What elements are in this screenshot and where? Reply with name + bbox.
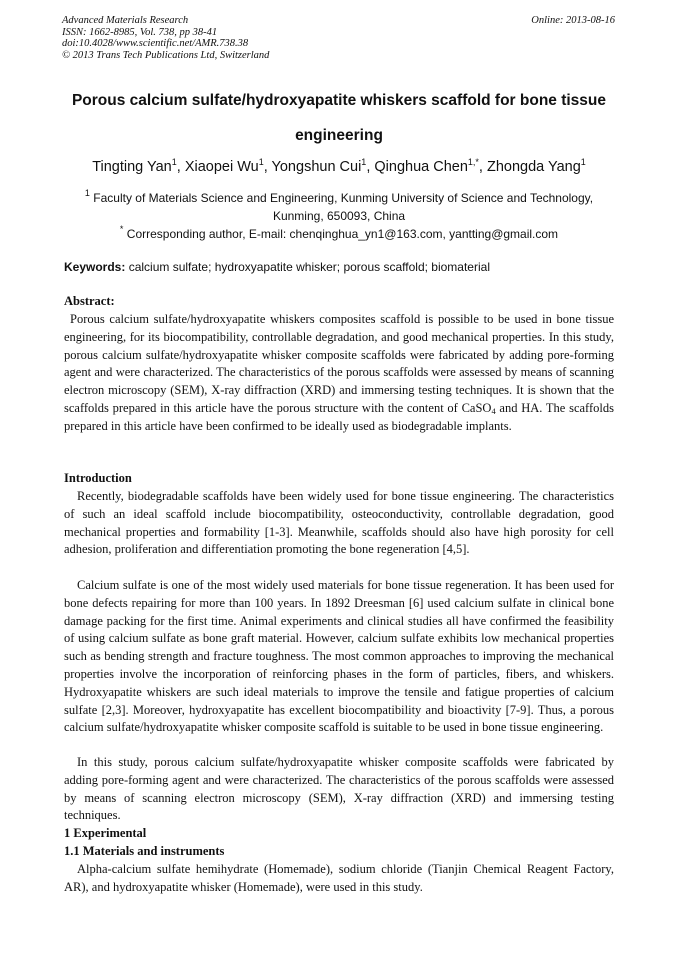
keywords-label: Keywords: <box>64 260 126 274</box>
journal-name: Advanced Materials Research <box>62 15 189 26</box>
introduction-paragraph-1: Recently, biodegradable scaffolds have been widely used for bone tissue engineering. The characteristics of such an ideal scaffold include biocompatibility, osteoconductivity, controllable degradation, good mechanical properties and formability [1-3]. Meanwhile, scaffolds should also have high porosity for cell adhesion, proliferation and differentiation promoting the bone regeneration [4,5]. <box>64 489 614 557</box>
author-affiliation-mark: 1 <box>580 157 586 167</box>
journal-header <box>62 15 269 61</box>
abstract-text-part-1: Porous calcium sulfate/hydroxyapatite whiskers composites scaffold is possible to be used in bone tissue engineering, for its biocompatibility, controllable degradation, and good mechanical properties. In this study, porous calcium sulfate/hydroxyapatite whisker composite scaffolds were fabricated by adding pore-forming agent and were characterized. The characteristics of the porous scaffolds were assessed by means of scanning electron microscopy (SEM), X-ray diffraction (XRD) and immersing testing techniques. It is shown that the scaffolds prepared in this article have the porous structure with the content of CaSO <box>64 312 614 415</box>
paper-title-line-2: engineering <box>295 127 383 144</box>
abstract-text-part-2: and HA. The scaffolds prepared in this article have been confirmed to be ideally used as biodegradable implants. <box>64 400 614 433</box>
journal-copyright: © 2013 Trans Tech Publications Ltd, Switzerland <box>62 49 270 61</box>
author-affiliation-mark: 1 <box>361 157 367 167</box>
corresponding-author-text: Corresponding author, E-mail: chenqinghua_yn1@163.com, yantting@gmail.com <box>126 227 559 241</box>
experimental-heading: 1 Experimental <box>64 826 147 840</box>
author-name: Qinghua Chen <box>374 159 468 175</box>
author-affiliation-mark: 1,* <box>467 157 479 167</box>
corresponding-mark: * <box>119 224 124 234</box>
affiliation-line-2: Kunming, 650093, China <box>272 209 406 223</box>
materials-paragraph: Alpha-calcium sulfate hemihydrate (Homemade), sodium chloride (Tianjin Chemical Reagent Factory, AR), and hydroxyapatite whisker (Homemade), were used in this study. <box>64 862 614 894</box>
abstract-heading: Abstract: <box>64 294 115 308</box>
introduction-paragraph-2: Calcium sulfate is one of the most widely used materials for bone tissue regeneration. It has been used for bone defects repairing for more than 100 years. In 1892 Dreesman [6] used calcium sulfate in clinical bone damage packing for the first time. Animal experiments and clinical studies all have confirmed the feasibility of using calcium sulfate as bone graft material. However, calcium sulfate exhibits low mechanical properties such as bending strength and fracture toughness. The most common approaches to improving the mechanical properties involve the incorporation of reinforcing phases in the form of particles, fibers, and whiskers. Hydroxyapatite whiskers are such ideal materials to improve the tensile and fatigue properties of calcium sulfate [2,3]. Moreover, hydroxyapatite has excellent biocompatibility and bioactivity [7-9]. Thus, a porous calcium sulfate/hydroxyapatite whisker composite scaffold is suitable to be used in bone tissue engineering. <box>64 578 614 735</box>
keywords-line <box>64 259 490 275</box>
journal-issn: ISSN: 1662-8985, Vol. 738, pp 38-41 <box>62 26 218 38</box>
introduction-paragraph-3: In this study, porous calcium sulfate/hydroxyapatite whisker composite scaffolds were fabricated by adding pore-forming agent and were characterized. The characteristics of the porous scaffolds were assessed by means of scanning electron microscopy (SEM), X-ray diffraction (XRD) and immersing testing techniques. <box>64 755 614 823</box>
corresponding-author <box>30 225 648 243</box>
online-date: Online: 2013-08-16 <box>531 15 615 26</box>
keywords-text: calcium sulfate; hydroxyapatite whisker; porous scaffold; biomaterial <box>128 260 490 274</box>
introduction-heading: Introduction <box>64 471 132 485</box>
author-affiliation-mark: 1 <box>258 157 264 167</box>
author-affiliation-mark: 1 <box>171 157 177 167</box>
author-name: Yongshun Cui <box>271 159 362 175</box>
paper-title-line-1: Porous calcium sulfate/hydroxyapatite whiskers scaffold for bone tissue <box>71 92 607 109</box>
author-name: Xiaopei Wu <box>184 159 259 175</box>
author-name: Tingting Yan <box>92 159 172 175</box>
abstract-subscript: 4 <box>491 405 496 416</box>
affiliation-mark: 1 <box>84 188 90 198</box>
journal-doi: doi:10.4028/www.scientific.net/AMR.738.38 <box>62 38 249 50</box>
abstract-paragraph <box>64 311 614 436</box>
affiliation-line-1 <box>30 189 648 207</box>
author-list: Tingting Yan$^1$, Xiaopei Wu$^1$, Yongshun Cui$^1$, Qinghua Chen$^{1,*}$, Zhongda Yang$^1$ <box>92 157 586 175</box>
affiliation-text: Faculty of Materials Science and Engineering, Kunming University of Science and Technology, <box>93 191 594 205</box>
author-name: Zhongda Yang <box>486 159 581 175</box>
materials-heading: 1.1 Materials and instruments <box>64 844 225 858</box>
